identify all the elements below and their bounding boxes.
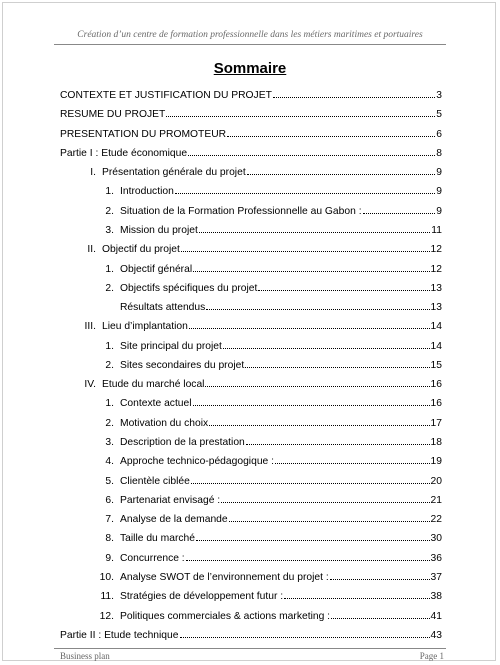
toc-entry-label: Partenariat envisagé : [120,494,221,506]
dot-leader [205,385,429,387]
footer-document-name: Business plan [60,651,110,661]
dot-leader [275,462,430,464]
toc-entry-number: 2. [105,359,114,371]
toc-entry-label: Politiques commerciales & actions marketing : [120,610,331,622]
toc-entry-number: 7. [105,514,114,526]
toc-entry-label: Lieu d’implantation [102,321,188,333]
toc-entry[interactable] [88,335,442,352]
document-header: Création d’un centre de formation professionnelle dans les métiers maritimes et portuaires [77,30,423,40]
dot-leader [284,597,429,599]
toc-entry[interactable] [78,161,442,178]
dot-leader [247,173,436,175]
toc-entry-number: 11. [100,591,114,603]
toc-entry-page: 43 [430,629,442,641]
toc-entry-label: RESUME DU PROJET [60,109,166,121]
toc-entry-page: 12 [430,263,442,275]
toc-entry-page: 20 [430,475,442,487]
toc-entry[interactable] [88,489,442,506]
toc-entry-page: 13 [430,302,442,314]
dot-leader [189,327,430,329]
toc-entry-label: Objectifs spécifiques du projet [120,282,258,294]
toc-entry-label: Objectif général [120,263,193,275]
toc-entry-page: 6 [436,128,442,140]
toc-entry-page: 18 [430,437,442,449]
toc-entry-label: Mission du projet [120,224,198,236]
toc-entry-label: Clientèle ciblée [120,475,190,487]
toc-entry[interactable] [78,238,442,255]
toc-entry-number: 1. [105,340,114,352]
dot-leader [166,115,435,117]
dot-leader [180,636,430,638]
toc-entry-number: 2. [105,205,114,217]
toc-entry-number: 8. [105,533,114,545]
toc-entry[interactable] [78,373,442,390]
toc-entry-page: 9 [436,167,442,179]
dot-leader [363,212,436,214]
toc-entry[interactable] [60,84,442,101]
toc-entry-label: Description de la prestation [120,437,245,449]
toc-entry-label: Contexte actuel [120,398,192,410]
dot-leader [229,520,430,522]
toc-entry-label: Site principal du projet [120,340,222,352]
toc-entry-page: 30 [430,533,442,545]
toc-entry-number: III. [84,321,96,333]
toc-entry-number: 6. [105,494,114,506]
toc-entry-label: Stratégies de développement futur : [120,591,284,603]
toc-entry-number: 3. [105,437,114,449]
toc-entry-label: Résultats attendus [120,302,206,314]
toc-entry[interactable] [88,180,442,197]
toc-entry-page: 17 [430,417,442,429]
dot-leader [188,154,435,156]
dot-leader [209,424,429,426]
toc-entry-page: 9 [436,186,442,198]
toc-entry-number: 1. [105,186,114,198]
toc-entry-page: 22 [430,514,442,526]
toc-entry[interactable] [88,200,442,217]
toc-entry-page: 37 [430,572,442,583]
toc-entry-page: 12 [430,244,442,256]
toc-entry-label: Introduction [120,186,174,198]
toc-entry[interactable] [88,258,442,275]
footer-divider [54,648,446,649]
toc-entry[interactable] [88,605,442,622]
toc-entry-page: 38 [430,591,442,603]
toc-entry-number: 2. [105,282,114,294]
toc-entry-page: 21 [430,494,442,506]
toc-entry[interactable] [88,354,442,371]
dot-leader [331,617,430,619]
dot-leader [196,539,430,541]
toc-entry-label: Motivation du choix [120,417,209,429]
toc-entry-page: 16 [430,398,442,410]
toc-entry-label: PRESENTATION DU PROMOTEUR [60,128,227,140]
toc-entry-page: 14 [430,321,442,333]
toc-entry-label: Situation de la Formation Professionnelle au Gabon : [120,205,362,217]
toc-entry-page: 19 [430,456,442,468]
toc-entry[interactable] [88,508,442,525]
dot-leader [246,443,430,445]
dot-leader [258,289,429,291]
dot-leader [199,231,430,233]
toc-entry-page: 8 [436,147,442,159]
toc-entry-page: 16 [430,379,442,391]
toc-entry-number: II. [87,244,96,256]
toc-entry[interactable] [88,585,442,602]
toc-entry[interactable] [88,450,442,467]
toc-entry-number: I. [90,167,96,179]
toc-entry-page: 14 [430,340,442,352]
toc-entry-page: 13 [430,282,442,294]
toc-entry[interactable] [88,566,442,583]
toc-entry[interactable] [60,142,442,159]
toc-entry-number: 4. [105,456,114,468]
dot-leader [227,135,435,137]
dot-leader [330,578,430,580]
toc-entry-page: 5 [436,109,442,121]
toc-entry-label: CONTEXTE ET JUSTIFICATION DU PROJET [60,90,272,101]
toc-entry-page: 3 [436,90,442,101]
toc-entry-label: Analyse de la demande [120,514,228,526]
toc-entry-label: Présentation générale du projet [102,167,246,179]
toc-entry-label: Objectif du projet [102,244,180,256]
toc-entry-page: 41 [430,610,442,622]
toc-entry-label: Sites secondaires du projet [120,359,245,371]
toc-entry-page: 36 [430,552,442,564]
toc-entry-label: Taille du marché [120,533,195,545]
toc-entry[interactable] [60,624,442,641]
dot-leader [223,347,430,349]
header-divider [54,44,446,45]
toc-entry-number: 5. [105,475,114,487]
toc-entry-label: Etude du marché local [102,379,205,391]
dot-leader [206,308,429,310]
page-title: Sommaire [213,60,287,77]
toc-entry-label: Partie II : Etude technique [60,629,179,641]
dot-leader [181,250,430,252]
toc-entry[interactable] [88,431,442,448]
toc-entry[interactable] [88,392,442,409]
toc-entry[interactable] [88,547,442,564]
toc-entry[interactable] [88,296,442,313]
dot-leader [273,96,435,98]
toc-entry-label: Partie I : Etude économique [60,147,188,159]
toc-entry[interactable] [88,527,442,544]
toc-entry[interactable] [88,412,442,429]
toc-entry-number: 10. [99,572,114,583]
dot-leader [221,501,429,503]
toc-entry-page: 9 [436,205,442,217]
toc-entry-number: 1. [105,398,114,410]
toc-entry[interactable] [88,470,442,487]
dot-leader [193,270,429,272]
toc-entry-label: Concurrence : [120,552,185,564]
toc-entry-number: 2. [105,417,114,429]
toc-entry-label: Approche technico-pédagogique : [120,456,274,468]
dot-leader [186,559,430,561]
toc-entry[interactable] [78,315,442,332]
toc-entry[interactable] [88,277,442,294]
toc-entry-number: 3. [105,224,114,236]
toc-entry-number: 12. [99,610,114,622]
dot-leader [191,482,430,484]
toc-entry[interactable] [60,123,442,140]
dot-leader [175,192,435,194]
toc-entry-number: 1. [105,263,114,275]
toc-entry-page: 11 [431,224,442,236]
toc-entry[interactable] [60,103,442,120]
footer-page-number: Page 1 [419,651,444,661]
toc-entry-number: 9. [105,552,114,564]
dot-leader [193,404,430,406]
toc-entry[interactable] [88,219,442,236]
toc-entry-label: Analyse SWOT de l’environnement du projet : [120,572,329,583]
toc-entry-number: IV. [84,379,96,391]
dot-leader [245,366,429,368]
toc-entry-page: 15 [430,359,442,371]
